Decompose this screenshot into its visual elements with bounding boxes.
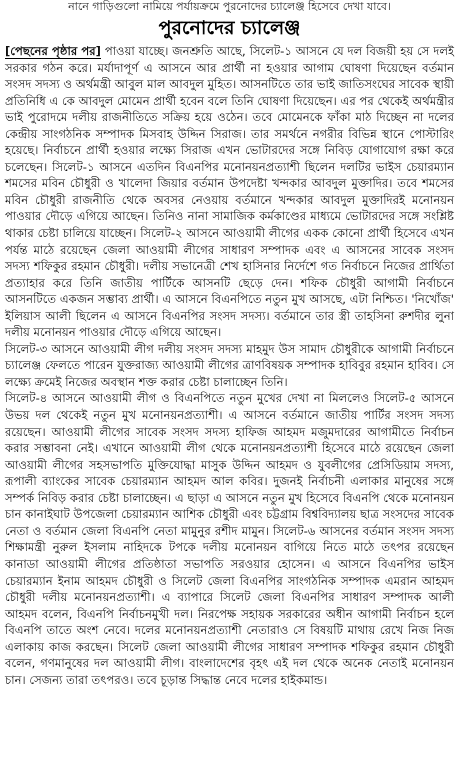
headline: পুরনোদের চ্যালেঞ্জ (158, 17, 301, 39)
article-paragraph (5, 43, 454, 341)
paragraph-text: পাওয়া যাচ্ছে। জনশ্রুতি আছে, সিলেট-১ আসনে যে দল বিজয়ী হয় সে দলই সরকার গঠন করে। মর্যাদাপূর্ণ এ আসনে আর প্রার্থী না হওয়ার আগাম ঘোষণা দিয়েছেন বর্তমান সংসদ সদস্য ও অর্থমন্ত্রী আবুল মাল আবদুল মুহিত। আসনটিতে তার ভাই জাতিসংঘের সাবেক স্থায়ী প্রতিনিধি এ কে আবদুল মোমেন প্রার্থী হবেন বলে তিনি ঘোষণা দিয়েছেন। এর পর থেকেই অর্থমন্ত্রীর ভাই পুরোদমে দলীয় রাজনীতিতে সক্রিয় হয়ে ওঠেন। তবে মোমেনকে ফাঁকা মাঠ দিচ্ছেন না দলের কেন্দ্রীয় সাংগঠনিক সম্পাদক মিসবাহ উদ্দিন সিরাজ। তার সমর্থনে নগরীর বিভিন্ন স্থানে পোস্টারিং হয়েছে। নির্বাচনে প্রার্থী হওয়ার লক্ষ্যে সিরাজ এখন ভোটারদের সঙ্গে নিবিড় যোগাযোগ রক্ষা করে চলেছেন। সিলেট-১ আসনে এতদিন বিএনপির মনোনয়নপ্রত্যাশী ছিলেন দলটির ভাইস চেয়ারম্যান শমসের মবিন চৌধুরী ও খালেদা জিয়ার বর্তমান উপদেষ্টা খন্দকার আবদুল মুক্তাদির। তবে শমসের মবিন চৌধুরী রাজনীতি থেকে অবসর নেওয়ায় বর্তমানে খন্দকার আবদুল মুক্তাদিরই মনোনয়ন পাওয়ার দৌড়ে এগিয়ে আছেন। তিনিও নানা সামাজিক কর্মকাণ্ডের মাধ্যমে ভোটারদের সঙ্গে সংশ্লিষ্ট থাকার চেষ্টা চালিয়ে যাচ্ছেন। সিলেট-২ আসনে আওয়ামী লীগের একক কোনো প্রার্থী হিসেবে এখন পর্যন্ত মাঠে রয়েছেন জেলা আওয়ামী লীগের সাধারণ সম্পাদক এবং এ আসনের সাবেক সংসদ সদস্য শফিকুর রহমান চৌধুরী। দলীয় সভানেত্রী শেখ হাসিনার নির্দেশে গত নির্বাচনে নিজের প্রার্থিতা প্রত্যাহার করে তিনি জাতীয় পার্টিকে আসনটি ছেড়ে দেন। শফিক চৌধুরী আগামী নির্বাচনে আসনটিতে একজন সম্ভাব্য প্রার্থী। এ আসনে বিএনপিতে নতুন মুখ আসছে, এটা নিশ্চিত। 'নিখোঁজ' ইলিয়াস আলী ছিলেন এ আসনে বিএনপির সংসদ সদস্য। বর্তমানে তার স্ত্রী তাহসিনা রুশদীর লুনা দলীয় মনোনয়ন পাওয়ার দৌড়ে এগিয়ে আছেন। (5, 44, 455, 340)
previous-article-last-line: নানে গাড়িগুলো নামিয়ে পর্যায়ক্রমে পুরনোদের চ্যালেঞ্জ হিসেবে দেখা যাবে। (68, 0, 391, 13)
article-body (5, 43, 454, 688)
article-paragraph: সিলেট-৪ আসনে আওয়ামী লীগ ও বিএনপিতে নতুন মুখের দেখা না মিললেও সিলেট-৫ আসনে উভয় দল থেকেই নতুন মুখ মনোনয়নপ্রত্যাশী। এ আসনে বর্তমানে জাতীয় পার্টির সংসদ সদস্য রয়েছেন। আওয়ামী লীগের সাবেক সংসদ সদস্য হাফিজ আহমদ মজুমদারের আগামীতে নির্বাচন করার সম্ভাবনা নেই। এখানে আওয়ামী লীগ থেকে মনোনয়নপ্রত্যাশী হিসেবে মাঠে রয়েছেন জেলা আওয়ামী লীগের সহসভাপতি মুক্তিযোদ্ধা মাসুক উদ্দিন আহমদ ও যুবলীগের প্রেসিডিয়াম সদস্য, রূপালী ব্যাংকের সাবেক চেয়ারম্যান আহমদ আল কবির। দুজনই নির্বাচনী এলাকার মানুষের সঙ্গে সম্পর্ক নিবিড় করার চেষ্টা চালাচ্ছেন। এ ছাড়া এ আসনে নতুন মুখ হিসেবে বিএনপি থেকে মনোনয়ন চান কানাইঘাট উপজেলা চেয়ারম্যান আশিক চৌধুরী এবং চট্টগ্রাম বিশ্ববিদ্যালয় ছাত্র সংসদের সাবেক নেতা ও বর্তমান জেলা বিএনপি নেতা মামুনুর রশীদ মামুন। সিলেট-৬ আসনের বর্তমান সংসদ সদস্য শিক্ষামন্ত্রী নুরুল ইসলাম নাহিদকে টপকে দলীয় মনোনয়ন বাগিয়ে নিতে মাঠে তৎপর রয়েছেন কানাডা আওয়ামী লীগের প্রতিষ্ঠাতা সভাপতি সরওয়ার হোসেন। এ আসনে বিএনপির ভাইস চেয়ারম্যান ইনাম আহমদ চৌধুরী ও সিলেট জেলা বিএনপির সাংগঠনিক সম্পাদক এমরান আহমদ চৌধুরী দলীয় মনোনয়নপ্রত্যাশী। এ ব্যাপারে সিলেট জেলা বিএনপির সাধারণ সম্পাদক আলী আহমদ বলেন, বিএনপি নির্বাচনমুখী দল। নিরপেক্ষ সহায়ক সরকারের অধীন আগামী নির্বাচন হলে বিএনপি তাতে অংশ নেবে। দলের মনোনয়নপ্রত্যাশী নেতারাও সে বিষয়টি মাথায় রেখে নিজ নিজ এলাকায় কাজ করছেন। সিলেট জেলা আওয়ামী লীগের সাধারণ সম্পাদক শফিকুর রহমান চৌধুরী বলেন, গণমানুষের দল আওয়ামী লীগ। বাংলাদেশের বৃহৎ এই দল থেকে অনেক নেতাই মনোনয়ন চান। সেজন্য তারা তৎপরও। তবে চূড়ান্ত সিদ্ধান্ত নেবে দলের হাইকমান্ড। (5, 391, 455, 687)
continued-from-label: [পেছনের পৃষ্ঠার পর] (5, 44, 101, 58)
article-paragraph: সিলেট-৩ আসনে আওয়ামী লীগ দলীয় সংসদ সদস্য মাহমুদ উস সামাদ চৌধুরীকে আগামী নির্বাচনে চ্যালেঞ্জ ফেলতে পারেন যুক্তরাজ্য আওয়ামী লীগের ত্রাণবিষয়ক সম্পাদক হাবিবুর রহমান হাবিব। সে লক্ষ্যে ক্রমেই নিজের অবস্থান শক্ত করার চেষ্টা চালাচ্ছেন তিনি। (5, 341, 454, 389)
